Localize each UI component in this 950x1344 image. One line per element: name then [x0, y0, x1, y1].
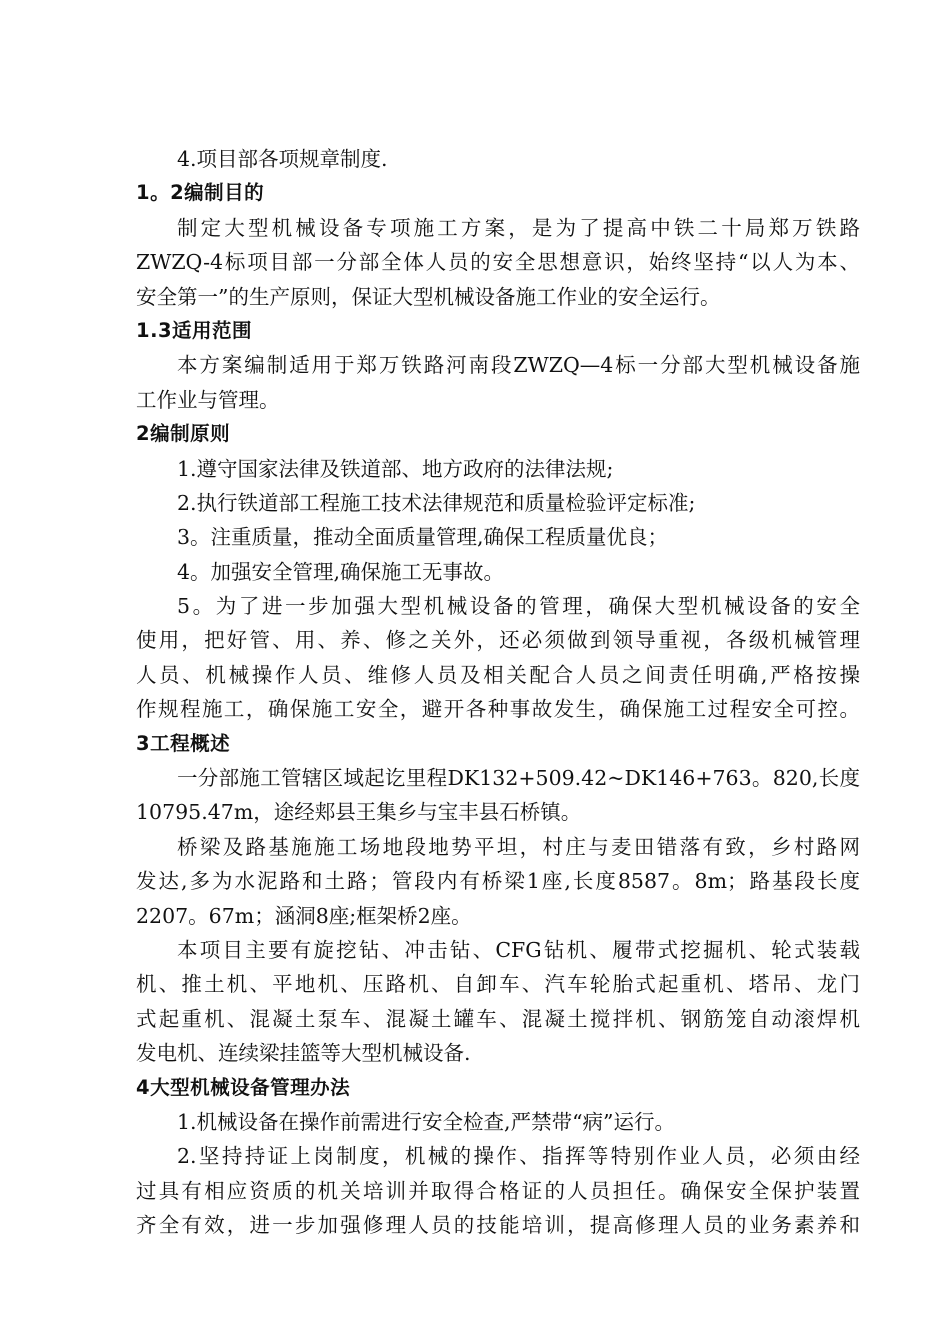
- paragraph-line: 一分部施工管辖区域起讫里程DK132+509.42~DK146+763。820,长度: [177, 766, 860, 791]
- section-heading: 3工程概述: [136, 731, 231, 755]
- paragraph-line: 桥梁及路基施施工场地段地势平坦，村庄与麦田错落有致，乡村路网: [177, 834, 860, 859]
- paragraph-line: 人员、机械操作人员、维修人员及相关配合人员之间责任明确,严格按操: [136, 662, 860, 687]
- paragraph-line: 式起重机、混凝土泵车、混凝土罐车、混凝土搅拌机、钢筋笼自动滚焊机: [136, 1006, 860, 1031]
- list-item-line: 1.遵守国家法律及铁道部、地方政府的法律法规;: [177, 456, 614, 481]
- list-item-line: 3。注重质量，推动全面质量管理,确保工程质量优良；: [177, 525, 669, 550]
- list-item-line: 4。加强安全管理,确保施工无事故。: [177, 559, 505, 584]
- paragraph-line: 发电机、连续梁挂篮等大型机械设备.: [136, 1041, 471, 1066]
- paragraph-line: 过具有相应资质的机关培训并取得合格证的人员担任。确保安全保护装置: [136, 1178, 860, 1203]
- paragraph-line: 工作业与管理。: [136, 387, 280, 412]
- paragraph-line: 2207。67m；涵洞8座;框架桥2座。: [136, 903, 472, 928]
- paragraph-line: 制定大型机械设备专项施工方案，是为了提高中铁二十局郑万铁路: [177, 215, 860, 240]
- list-item-line: 2.执行铁道部工程施工技术法律规范和质量检验评定标准;: [177, 490, 696, 515]
- section-heading: 4大型机械设备管理办法: [136, 1075, 351, 1099]
- paragraph-line: 安全第一”的生产原则，保证大型机械设备施工作业的安全运行。: [136, 284, 721, 309]
- paragraph-line: 10795.47m，途经郏县王集乡与宝丰县石桥镇。: [136, 800, 582, 825]
- paragraph-line: 齐全有效，进一步加强修理人员的技能培训，提高修理人员的业务素养和: [136, 1213, 860, 1238]
- section-heading: 1.3适用范围: [136, 318, 253, 342]
- section-heading: 1。2编制目的: [136, 181, 265, 205]
- paragraph-line: 本项目主要有旋挖钻、冲击钻、CFG钻机、履带式挖掘机、轮式装载: [177, 937, 860, 962]
- list-item-line: 4.项目部各项规章制度.: [177, 147, 388, 171]
- list-item-line: 1.机械设备在操作前需进行安全检查,严禁带“病”运行。: [177, 1109, 676, 1134]
- paragraph-line: ZWZQ-4标项目部一分部全体人员的安全思想意识，始终坚持“以人为本、: [136, 250, 860, 275]
- paragraph-line: 机、推土机、平地机、压路机、自卸车、汽车轮胎式起重机、塔吊、龙门: [136, 972, 860, 997]
- paragraph-line: 使用，把好管、用、养、修之关外，还必须做到领导重视，各级机械管理: [136, 628, 860, 653]
- paragraph-line: 5。为了进一步加强大型机械设备的管理，确保大型机械设备的安全: [177, 594, 860, 619]
- paragraph-line: 2.坚持持证上岗制度，机械的操作、指挥等特别作业人员，必须由经: [177, 1144, 860, 1169]
- section-heading: 2编制原则: [136, 422, 231, 446]
- paragraph-line: 发达,多为水泥路和土路；管段内有桥梁1座,长度8587。8m；路基段长度: [136, 869, 860, 894]
- paragraph-line: 作规程施工，确保施工安全，避开各种事故发生，确保施工过程安全可控。: [136, 697, 860, 722]
- paragraph-line: 本方案编制适用于郑万铁路河南段ZWZQ—4标一分部大型机械设备施: [177, 353, 860, 378]
- document-body: [136, 142, 860, 1243]
